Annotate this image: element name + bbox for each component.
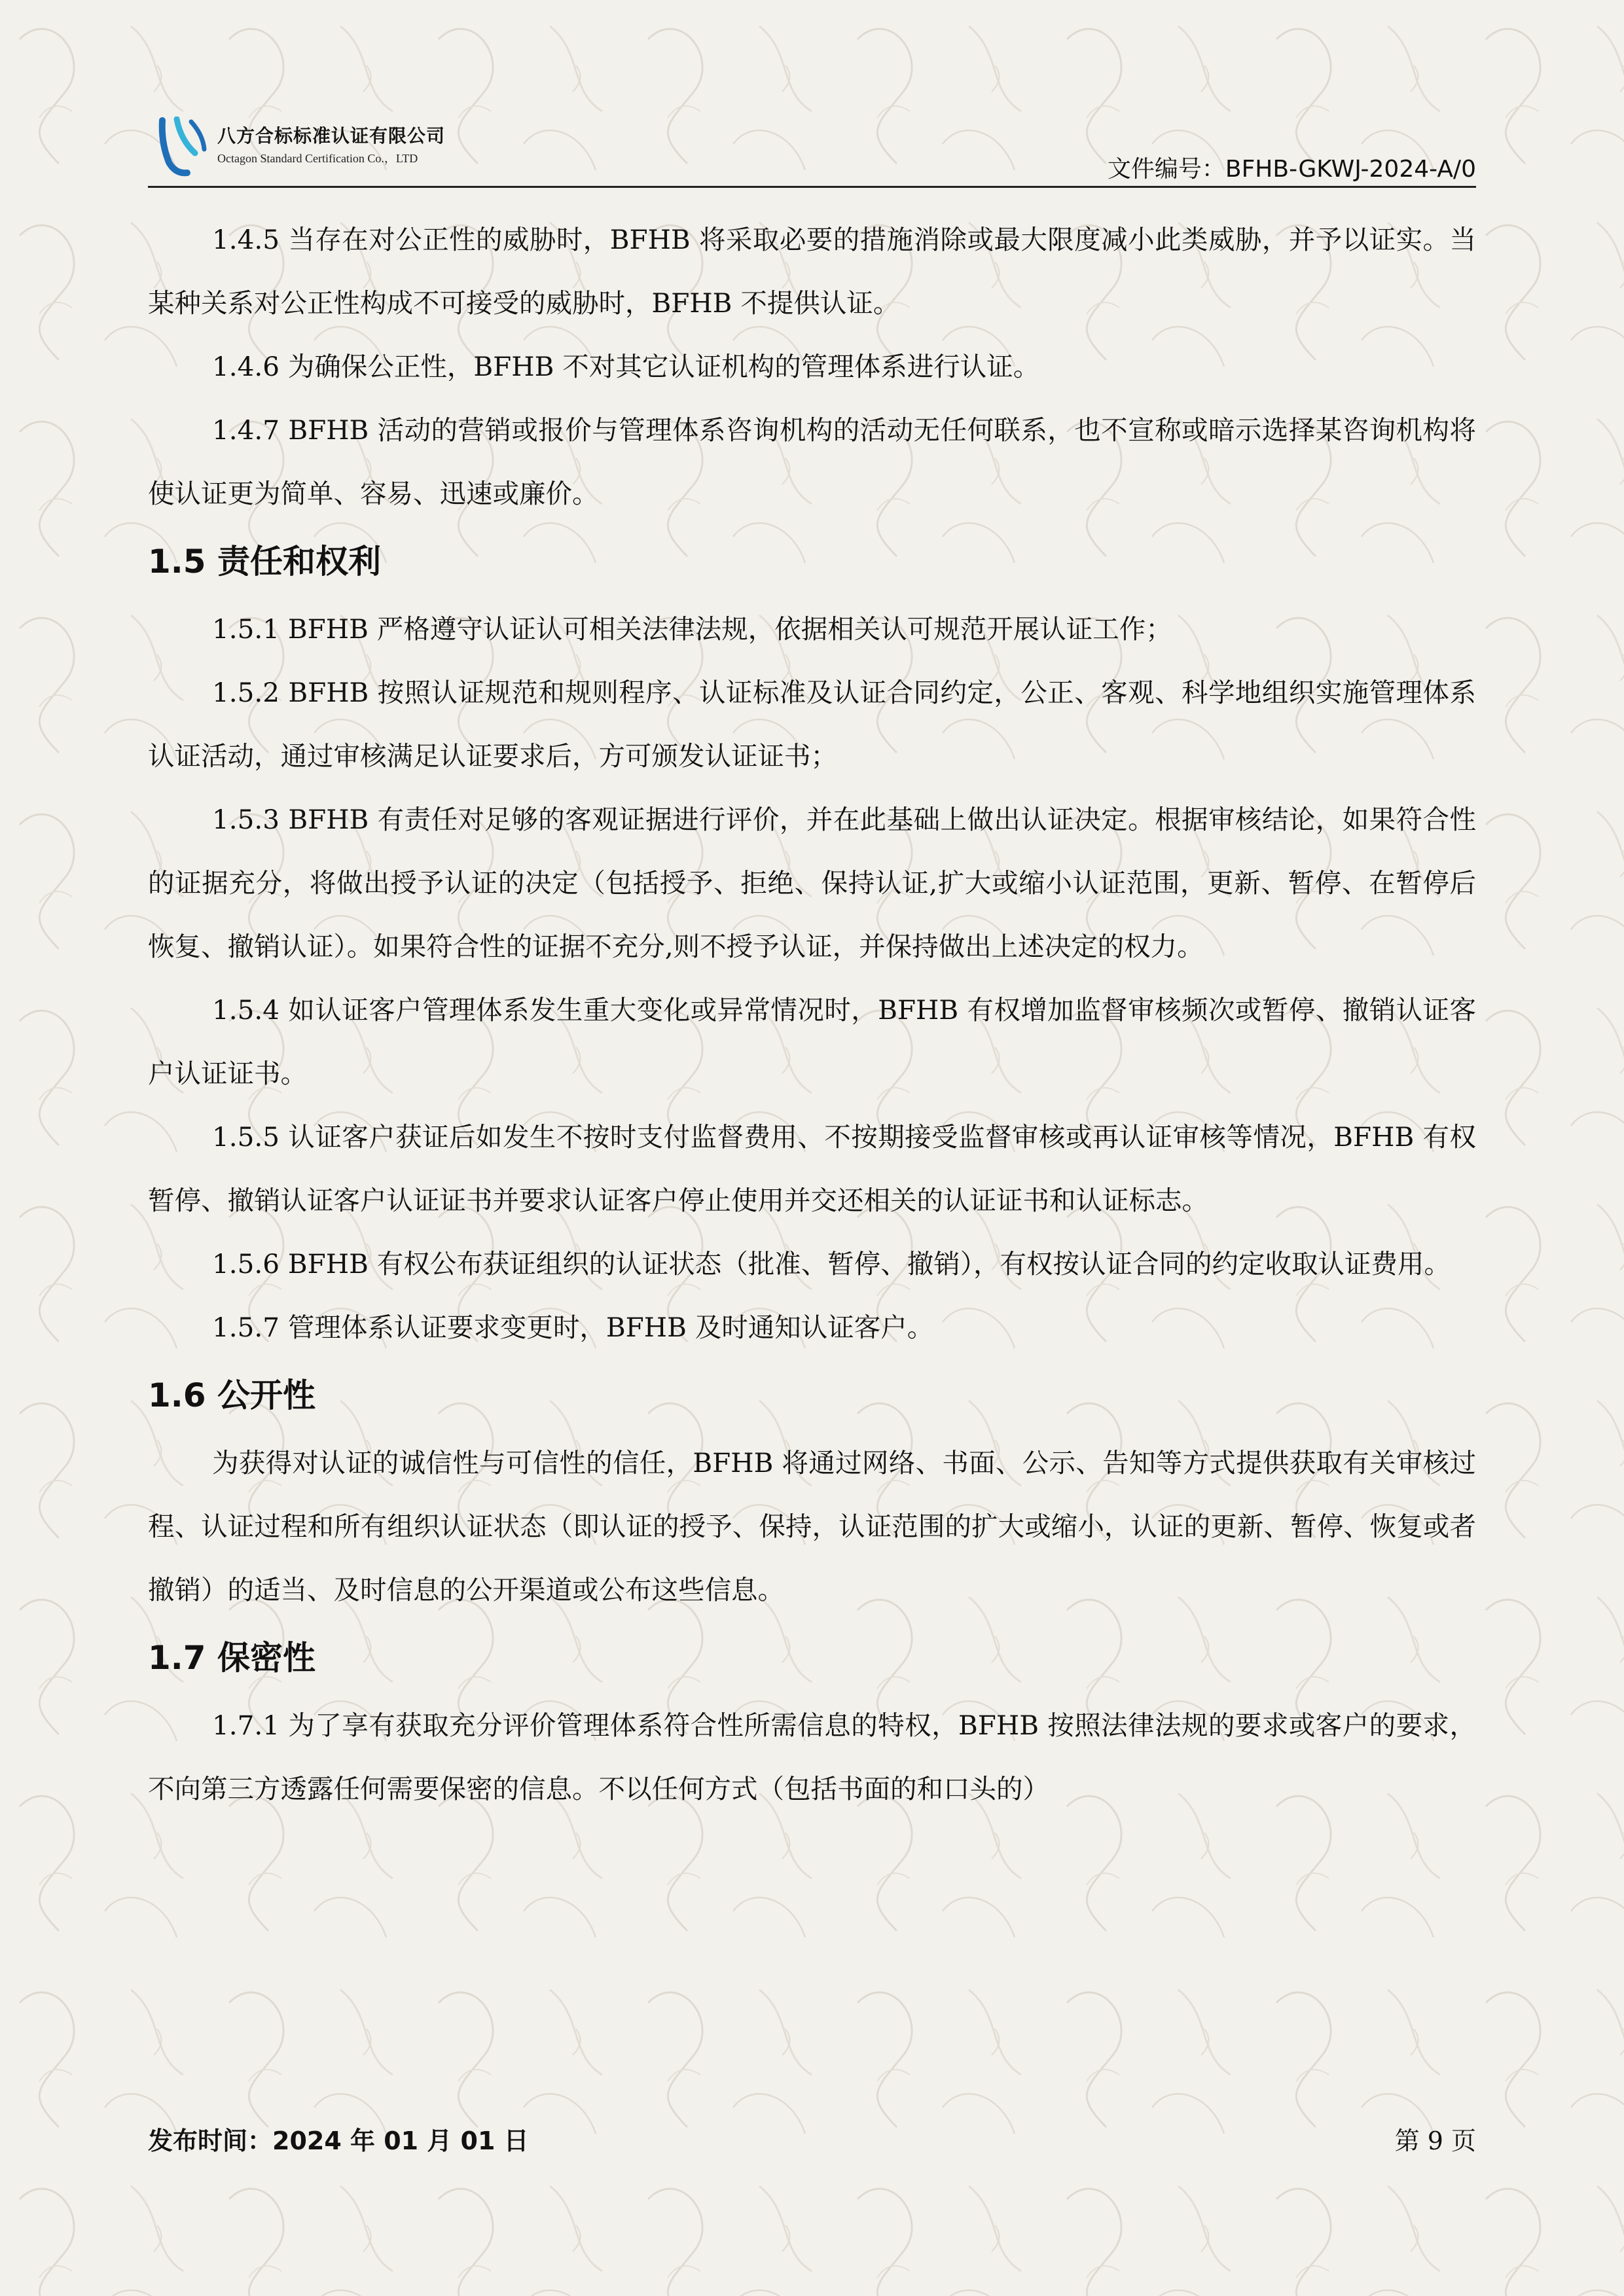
clause-1-6: 为获得对认证的诚信性与可信性的信任，BFHB 将通过网络、书面、公示、告知等方式提供获取有关审核过程、认证过程和所有组织认证状态（即认证的授予、保持，认证范围的扩大或缩小，认证的更新、暂停、恢复或者撤销）的适当、及时信息的公开渠道或公布这些信息。 — [148, 1447, 1476, 1605]
clause-1-5-3: 1.5.3 BFHB 有责任对足够的客观证据进行评价，并在此基础上做出认证决定。根据审核结论，如果符合性的证据充分，将做出授予认证的决定（包括授予、拒绝、保持认证,扩大或缩小认证范围，更新、暂停、在暂停后恢复、撤销认证）。如果符合性的证据不充分,则不授予认证，并保持做出上述决定的权力。 — [148, 804, 1476, 962]
clause-1-4-7: 1.4.7 BFHB 活动的营销或报价与管理体系咨询机构的活动无任何联系，也不宣称或暗示选择某咨询机构将使认证更为简单、容易、迅速或廉价。 — [148, 414, 1476, 509]
company-logo-icon — [157, 117, 209, 177]
clause-1-4-6: 1.4.6 为确保公正性，BFHB 不对其它认证机构的管理体系进行认证。 — [212, 351, 1040, 382]
section-heading-1-5: 1.5 责任和权利 — [148, 543, 381, 581]
clause-1-5-2: 1.5.2 BFHB 按照认证规范和规则程序、认证标准及认证合同约定，公正、客观、科学地组织实施管理体系认证活动，通过审核满足认证要求后，方可颁发认证证书； — [148, 677, 1476, 772]
logo-company-name-en: Octagon Standard Certification Co.，LTD — [217, 152, 418, 165]
section-heading-1-6: 1.6 公开性 — [148, 1376, 316, 1414]
logo-company-name-cn: 八方合标标准认证有限公司 — [217, 125, 446, 147]
clause-1-5-6: 1.5.6 BFHB 有权公布获证组织的认证状态（批准、暂停、撤销），有权按认证合同的约定收取认证费用。 — [212, 1248, 1451, 1280]
clause-1-5-1: 1.5.1 BFHB 严格遵守认证认可相关法律法规，依据相关认可规范开展认证工作； — [212, 613, 1172, 645]
clause-1-5-5: 1.5.5 认证客户获证后如发生不按时支付监督费用、不按期接受监督审核或再认证审核等情况，BFHB 有权暂停、撤销认证客户认证证书并要求认证客户停止使用并交还相关的认证证书和认证标志。 — [148, 1121, 1476, 1216]
company-logo — [157, 117, 504, 177]
clause-1-5-7: 1.5.7 管理体系认证要求变更时，BFHB 及时通知认证客户。 — [212, 1312, 934, 1343]
header-divider — [148, 186, 1476, 188]
release-date: 发布时间：2024 年 01 月 01 日 — [148, 2126, 529, 2155]
section-heading-1-7: 1.7 保密性 — [148, 1639, 316, 1677]
clause-1-7-1: 1.7.1 为了享有获取充分评价管理体系符合性所需信息的特权，BFHB 按照法律法规的要求或客户的要求，不向第三方透露任何需要保密的信息。不以任何方式（包括书面的和口头的） — [148, 1710, 1476, 1804]
clause-1-5-4: 1.5.4 如认证客户管理体系发生重大变化或异常情况时，BFHB 有权增加监督审核频次或暂停、撤销认证客户认证证书。 — [148, 994, 1476, 1089]
document-body — [148, 208, 1476, 1821]
page-number: 第 9 页 — [1394, 2126, 1476, 2155]
clause-1-4-5: 1.4.5 当存在对公正性的威胁时，BFHB 将采取必要的措施消除或最大限度减小此类威胁，并予以证实。当某种关系对公正性构成不可接受的威胁时，BFHB 不提供认证。 — [148, 224, 1476, 319]
document-number: 文件编号：BFHB-GKWJ-2024-A/0 — [1107, 156, 1476, 183]
